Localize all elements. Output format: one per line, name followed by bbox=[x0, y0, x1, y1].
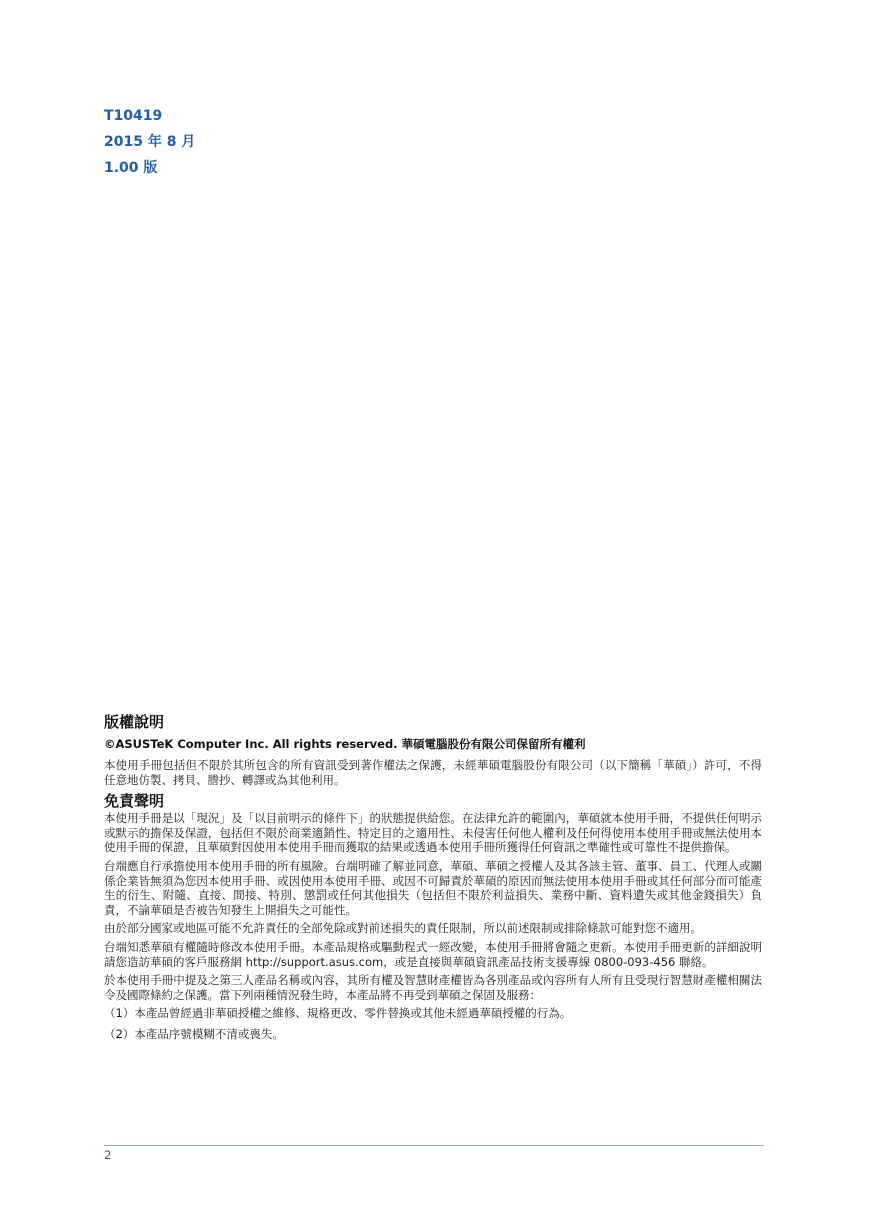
disclaimer-list-item: （1）本產品曾經過非華碩授權之維修、規格更改、零件替換或其他未經過華碩授權的行為。 bbox=[104, 1006, 572, 1021]
footer-divider bbox=[104, 1145, 764, 1146]
document-meta bbox=[104, 103, 195, 181]
model-code: T10419 bbox=[104, 108, 163, 124]
disclaimer-heading: 免責聲明 bbox=[104, 792, 165, 811]
disclaimer-list-item: （2）本產品序號模糊不清或喪失。 bbox=[104, 1026, 284, 1041]
disclaimer-paragraph: 於本使用手冊中提及之第三人產品名稱或內容，其所有權及智慧財產權皆為各別產品或內容所有人所有且受現行智慧財產權相關法令及國際條約之保護。當下列兩種情況發生時，本產品將不再受到華碩之保固及服務： bbox=[104, 973, 762, 1002]
page-number: 2 bbox=[104, 1148, 112, 1162]
disclaimer-paragraph: 本使用手冊是以「現況」及「以目前明示的條件下」的狀態提供給您。在法律允許的範圍內，華碩就本使用手冊，不提供任何明示或默示的擔保及保證，包括但不限於商業適銷性、特定目的之適用性、未侵害任何他人權利及任何得使用本使用手冊或無法使用本使用手冊的保證，且華碩對因使用本使用手冊而獲取的結果或透過本使用手冊所獲得任何資訊之準確性或可靠性不提供擔保。 bbox=[104, 811, 762, 855]
legal-content bbox=[104, 712, 762, 1048]
disclaimer-paragraph: 台端知悉華碩有權隨時修改本使用手冊。本產品規格或驅動程式一經改變，本使用手冊將會隨之更新。本使用手冊更新的詳細說明請您造訪華碩的客戶服務網 http://support.asus.com，或是直接與華碩資訊產品技術支援專線 0800-093-456 聯絡。 bbox=[104, 939, 762, 969]
copyright-statement: ©ASUSTeK Computer Inc. All rights reserved. 華碩電腦股份有限公司保留所有權利 bbox=[104, 737, 586, 751]
copyright-heading: 版權說明 bbox=[104, 713, 165, 731]
disclaimer-paragraph: 由於部分國家或地區可能不允許責任的全部免除或對前述損失的責任限制，所以前述限制或排除條款可能對您不適用。 bbox=[104, 921, 702, 936]
publish-date: 2015 年 8 月 bbox=[104, 134, 196, 150]
version-label: 1.00 版 bbox=[104, 160, 158, 176]
copyright-body: 本使用手冊包括但不限於其所包含的所有資訊受到著作權法之保護，未經華碩電腦股份有限公司（以下簡稱「華碩」）許可，不得任意地仿製、拷貝、謄抄、轉譯或為其他利用。 bbox=[104, 758, 762, 787]
disclaimer-paragraph: 台端應自行承擔使用本使用手冊的所有風險。台端明確了解並同意，華碩、華碩之授權人及其各該主管、董事、員工、代理人或關係企業皆無須為您因本使用手冊、或因使用本使用手冊、或因不可歸責於華碩的原因而無法使用本使用手冊或其任何部分而可能產生的衍生、附隨、直接、間接、特別、懲罰或任何其他損失（包括但不限於利益損失、業務中斷、資料遺失或其他金錢損失）負責，不論華碩是否被告知發生上開損失之可能性。 bbox=[104, 858, 762, 917]
